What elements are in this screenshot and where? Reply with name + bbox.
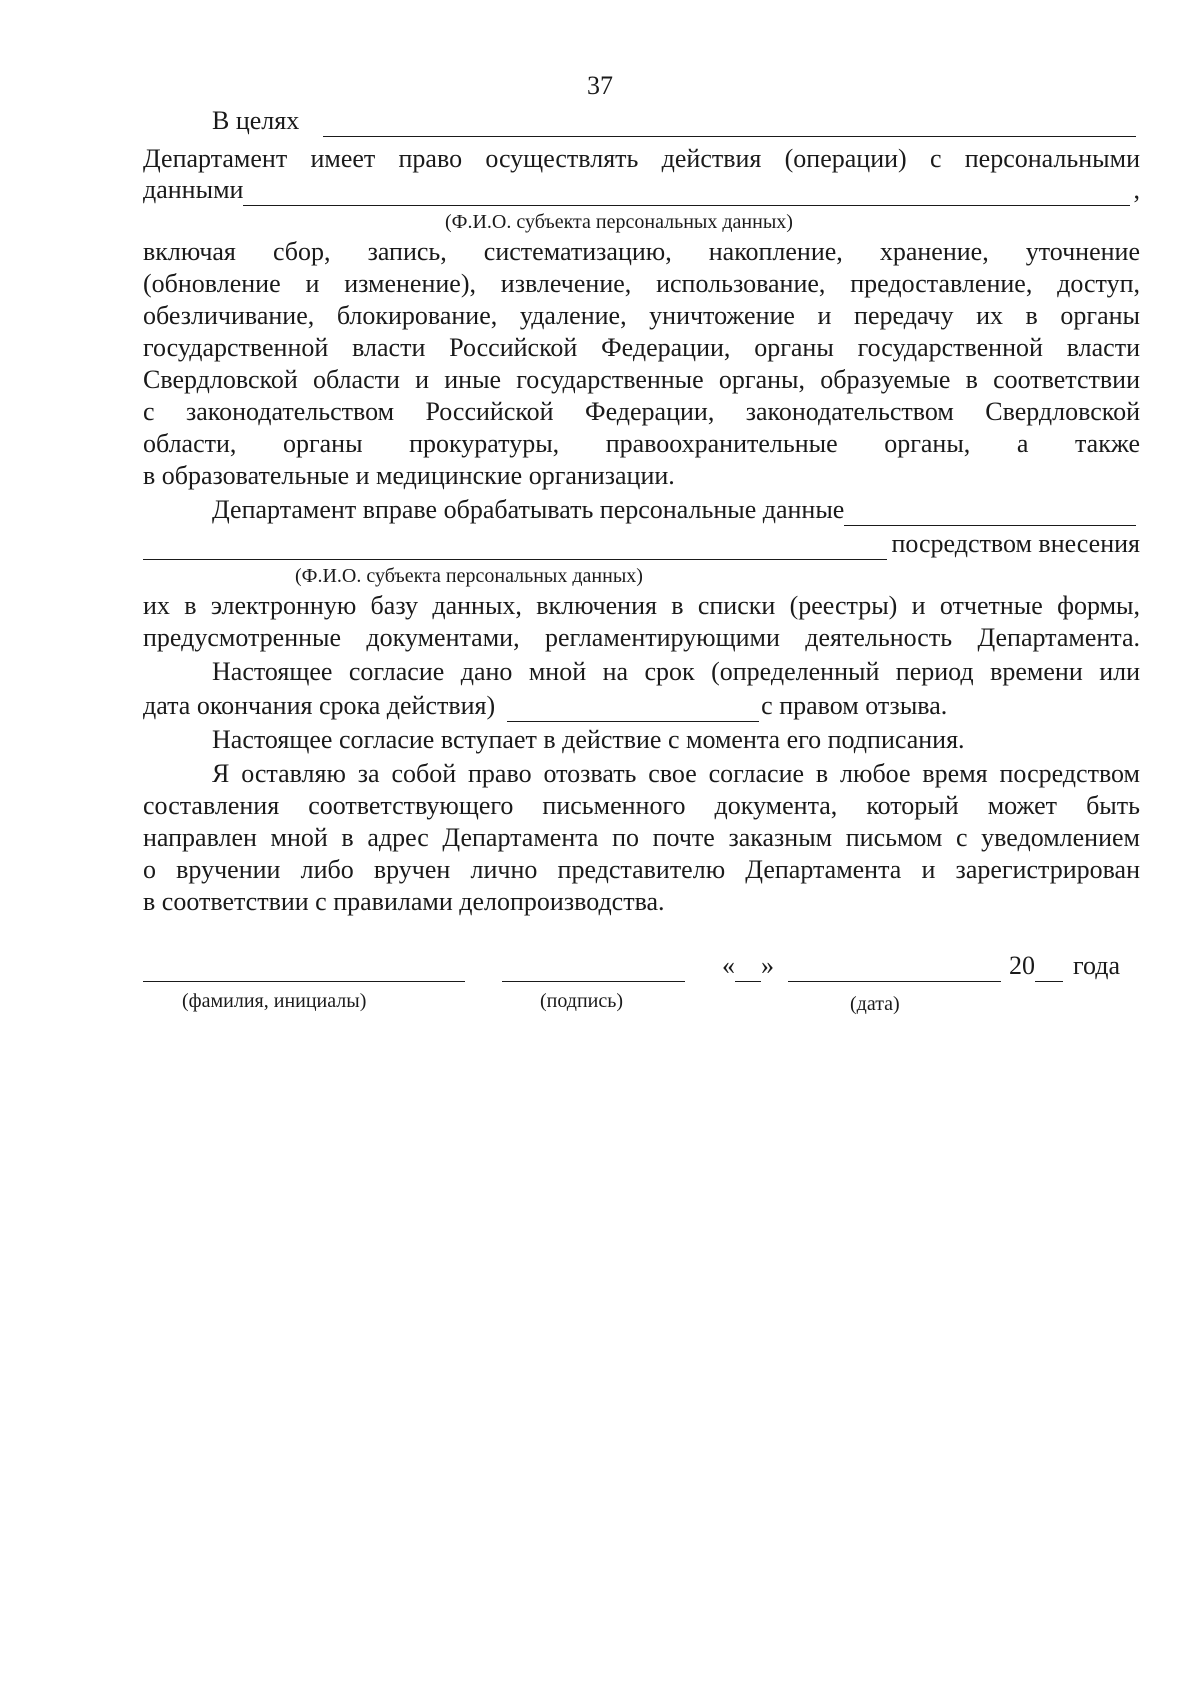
para1-line-7: Свердловской области и иные государственные органы, образуемые в соответствии — [143, 365, 1140, 394]
purpose-label: В целях — [212, 106, 300, 135]
para3-line-1: Настоящее согласие дано мной на срок (определенный период времени или — [212, 657, 1140, 686]
signature-blank[interactable] — [502, 957, 685, 982]
name-initials-caption: (фамилия, инициалы) — [182, 990, 367, 1012]
para1-line-3: включая сбор, запись, систематизацию, накопление, хранение, уточнение — [143, 237, 1140, 266]
month-blank[interactable] — [788, 957, 1001, 982]
para2-blank-2[interactable] — [143, 535, 887, 560]
purpose-line — [212, 105, 1140, 137]
para3-line-2-end: с правом отзыва. — [761, 691, 948, 720]
para1-line-6: государственной власти Российской Федерации, органы государственной власти — [143, 333, 1140, 362]
para1-line-10: в образовательные и медицинские организации. — [143, 461, 675, 490]
signature-row — [143, 948, 1143, 982]
page-number: 37 — [587, 71, 613, 100]
date-quote-open: « — [722, 951, 735, 980]
day-blank[interactable] — [735, 957, 761, 982]
para1-line-9: области, органы прокуратуры, правоохранительные органы, а также — [143, 429, 1140, 458]
para1-line-5: обезличивание, блокирование, удаление, уничтожение и передачу их в органы — [143, 301, 1140, 330]
para2-line-2-end: посредством внесения — [891, 529, 1140, 558]
purpose-blank[interactable] — [323, 112, 1136, 137]
para5-line-1: Я оставляю за собой право отозвать свое согласие в любое время посредством — [212, 759, 1140, 788]
date-quote-close: » — [761, 951, 774, 980]
date-caption: (дата) — [850, 993, 900, 1015]
subject-label: данными — [143, 175, 244, 204]
para3-line-2-start: дата окончания срока действия) — [143, 691, 496, 720]
signature-caption: (подпись) — [540, 990, 624, 1012]
year-suffix: года — [1073, 951, 1121, 980]
para4-line-1: Настоящее согласие вступает в действие с момента его подписания. — [212, 725, 965, 754]
para2-blank-1[interactable] — [844, 501, 1136, 526]
para2-lead: Департамент вправе обрабатывать персональные данные — [212, 495, 845, 524]
para1-line-4: (обновление и изменение), извлечение, использование, предоставление, доступ, — [143, 269, 1140, 298]
para2-line-1 — [212, 494, 1140, 526]
para5-line-3: направлен мной в адрес Департамента по почте заказным письмом с уведомлением — [143, 823, 1140, 852]
para5-line-4: о вручении либо вручен лично представителю Департамента и зарегистрирован — [143, 855, 1140, 884]
para2-line-3: их в электронную базу данных, включения в списки (реестры) и отчетные формы, — [143, 591, 1140, 620]
para3-line-2 — [143, 690, 947, 722]
year-prefix: 20 — [1009, 951, 1035, 980]
para5-line-5: в соответствии с правилами делопроизводства. — [143, 887, 665, 916]
subject-name-line — [143, 174, 1140, 206]
para2-caption: (Ф.И.О. субъекта персональных данных) — [295, 565, 643, 587]
year-blank[interactable] — [1035, 957, 1063, 982]
term-blank[interactable] — [507, 697, 759, 722]
subject-name-caption: (Ф.И.О. субъекта персональных данных) — [445, 211, 793, 233]
para2-line-2 — [143, 528, 1140, 560]
para5-line-2: составления соответствующего письменного документа, который может быть — [143, 791, 1140, 820]
subject-comma: , — [1133, 175, 1140, 204]
para1-line-8: с законодательством Российской Федерации, законодательством Свердловской — [143, 397, 1140, 426]
subject-name-blank[interactable] — [243, 181, 1129, 206]
para2-line-4: предусмотренные документами, регламентирующими деятельность Департамента. — [143, 623, 1140, 652]
name-initials-blank[interactable] — [143, 957, 465, 982]
para1-line-2: Департамент имеет право осуществлять действия (операции) с персональными — [143, 144, 1140, 173]
